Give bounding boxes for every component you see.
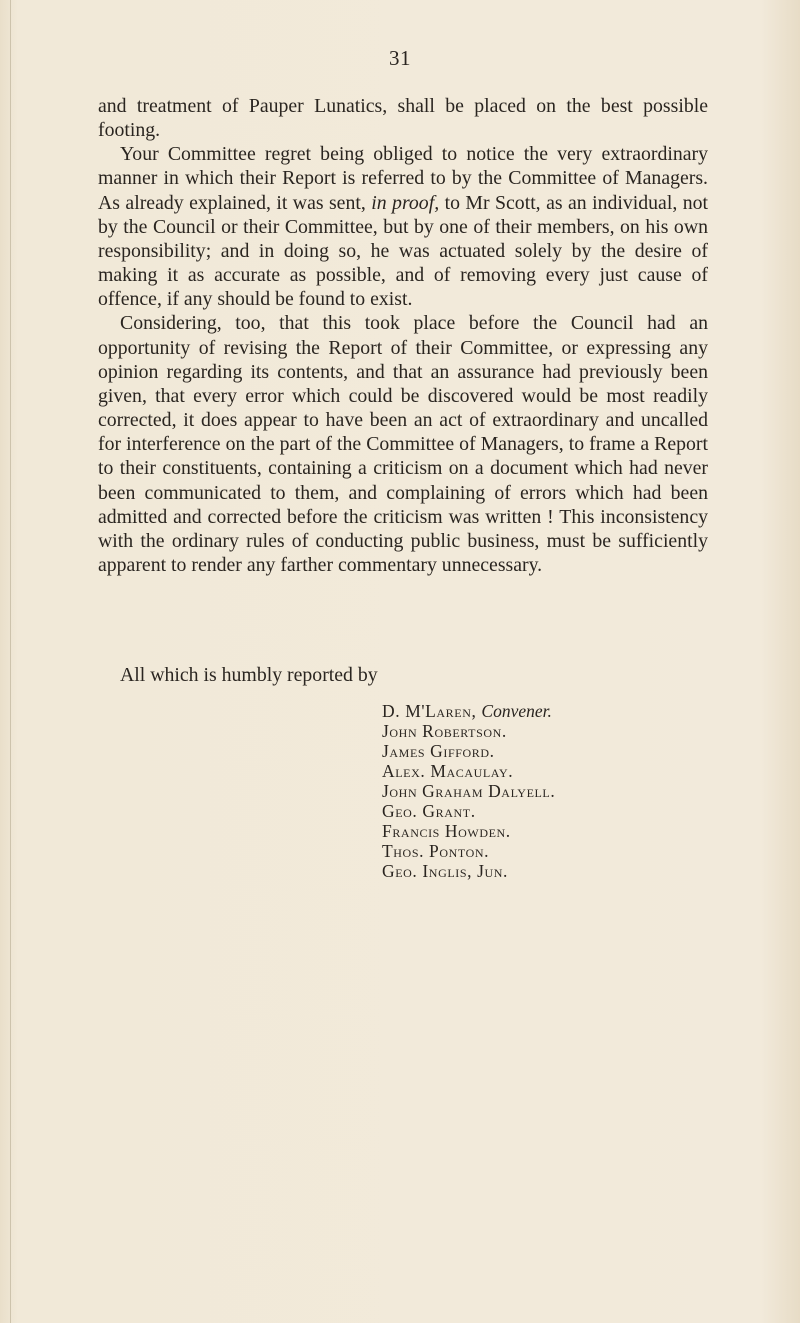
- paragraph-committee-regret: [98, 142, 708, 311]
- paragraph-committee-regret-rest: to Mr Scott, as an individual, not by the Council or their Committee, but by one of their members, on his own responsibility; and in doing so, he was actuated solely by the desire of making it as accurate as possible, and of removing every just cause of offence, if any should be found to exist.: [98, 191, 708, 311]
- paragraph-committee-regret-start: Your Committee regret being obliged to notice the very extraordinary manner in which their Report is referred to by the Committee of Managers. As already explained, it was sent,: [98, 143, 708, 214]
- signatory: D. M'Laren, Convener.: [382, 701, 552, 721]
- paragraph-continuation: and treatment of Pauper Lunatics, shall be placed on the best possible footing.: [98, 95, 708, 142]
- signatory: Thos. Ponton.: [382, 841, 490, 861]
- closing-line: All which is humbly reported by: [120, 664, 378, 686]
- signatory: James Gifford.: [382, 741, 495, 761]
- page-gutter-line: [10, 0, 11, 1323]
- signatory: Geo. Grant.: [382, 801, 476, 821]
- signatory: John Graham Dalyell.: [382, 781, 556, 801]
- page-number: 31: [389, 46, 411, 70]
- in-proof-emphasis: in proof,: [371, 191, 440, 214]
- signatory: John Robertson.: [382, 721, 507, 741]
- signatory: Geo. Inglis, Jun.: [382, 861, 509, 881]
- signatory: Alex. Macaulay.: [382, 761, 514, 781]
- report-body: [98, 94, 708, 577]
- paragraph-considering: Considering, too, that this took place before the Council had an opportunity of revising the Report of their Committee, or expressing any opinion regarding its contents, and that an assurance had previously been given, that every error which could be discovered would be most readily corrected, it does appear to have been an act of extraordinary and uncalled for interference on the part of the Committee of Managers, to frame a Report to their constituents, containing a criticism on a document which had never been communicated to them, and complaining of errors which had been admitted and corrected before the criticism was written ! This inconsistency with the ordinary rules of conducting public business, must be sufficiently apparent to render any farther commentary unnecessary.: [98, 312, 708, 576]
- signatory: Francis Howden.: [382, 821, 511, 841]
- signatories-list: [382, 701, 555, 881]
- signatory-role: Convener.: [481, 701, 552, 721]
